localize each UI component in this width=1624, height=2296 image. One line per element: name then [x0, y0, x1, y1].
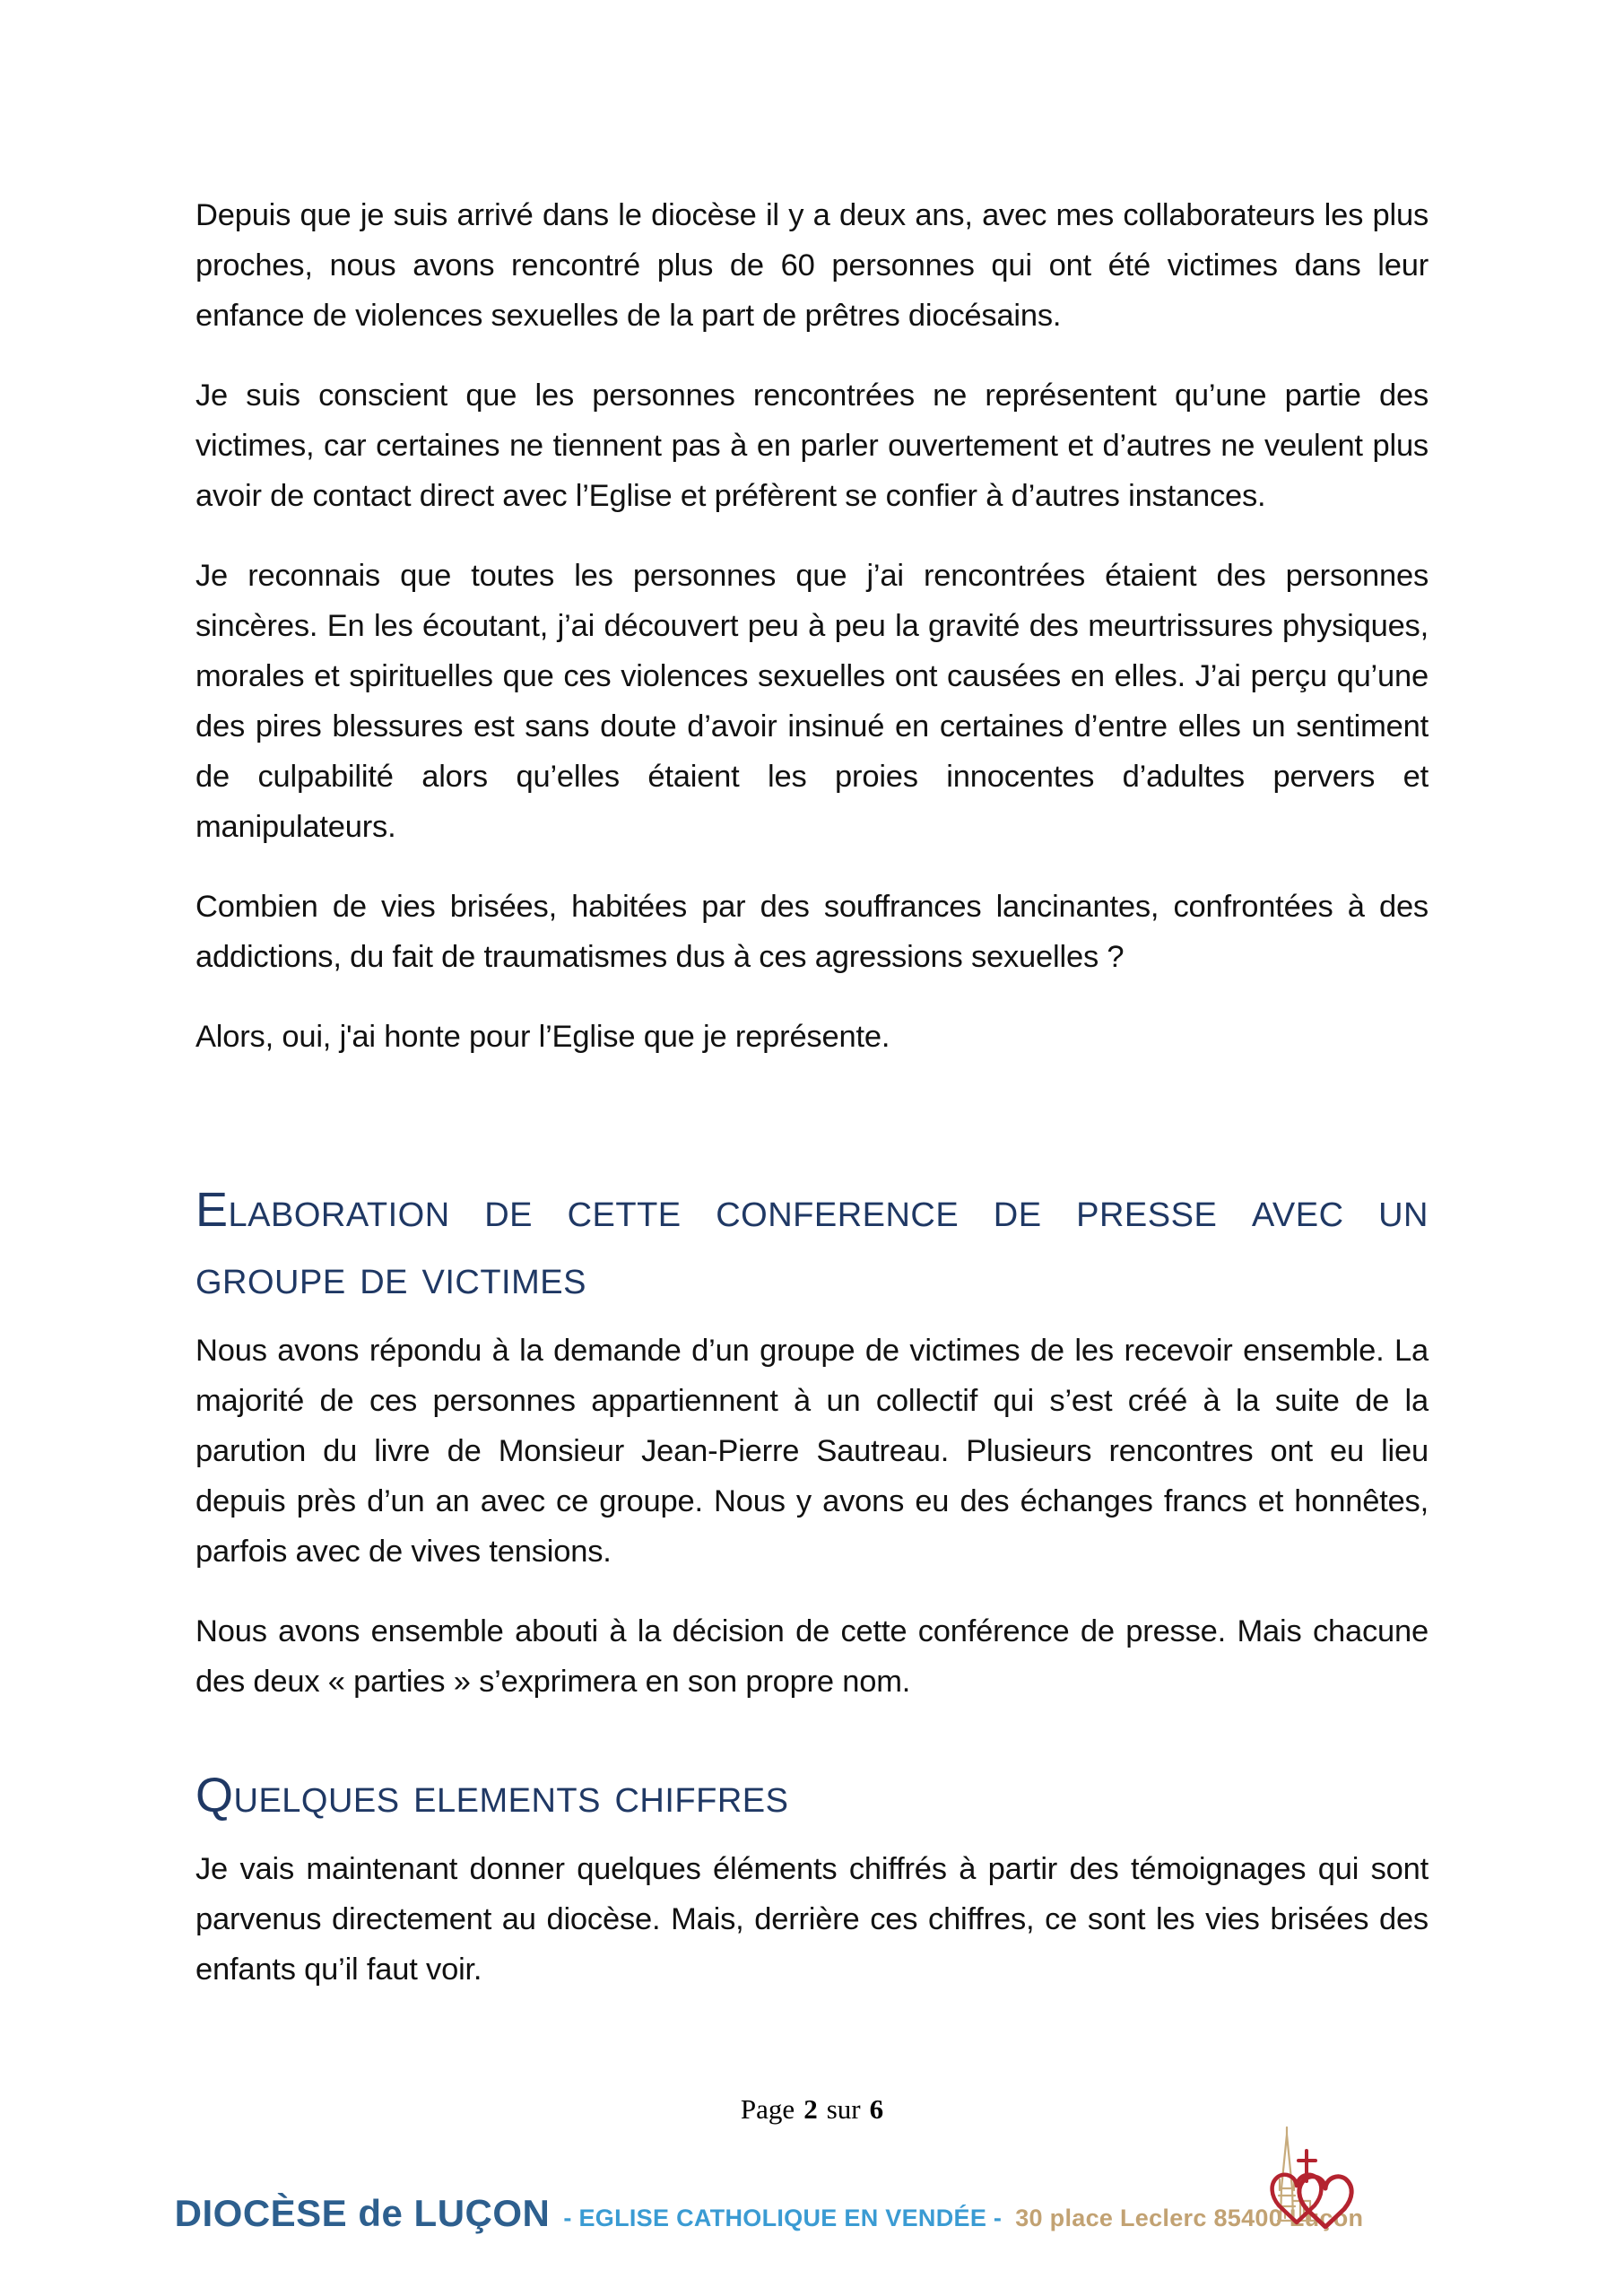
paragraph: Je reconnais que toutes les personnes que j’ai rencontrées étaient des personnes sincères. En les écoutant, j’ai découvert peu à peu la gravité des meurtrissures physiques, morales et spirituelles que ces violences sexuelles ont causées en elles. J’ai perçu qu’une des pires blessures est sans doute d’avoir insinué en certaines d’entre elles un sentiment de culpabilité alors qu’elles étaient les proies innocentes d’adultes pervers et manipulateurs.	[195, 559, 1429, 844]
brand-name: DIOCÈSE de LUÇON	[174, 2192, 551, 2234]
page-word: Page	[740, 2093, 795, 2125]
page-total: 6	[869, 2093, 884, 2125]
brand-address: 30 place Leclerc 85400 Luçon	[1015, 2205, 1364, 2231]
document-body	[195, 190, 1429, 2024]
sur-word: sur	[826, 2093, 861, 2125]
page-current: 2	[803, 2093, 818, 2125]
brand-tagline: - EGLISE CATHOLIQUE EN VENDÉE -	[563, 2205, 1003, 2231]
paragraph: Depuis que je suis arrivé dans le diocèse il y a deux ans, avec mes collaborateurs les plus proches, nous avons rencontré plus de 60 personnes qui ont été victimes dans leur enfance de violences sexuelles de la part de prêtres diocésains.	[195, 198, 1429, 333]
paragraph: Nous avons ensemble abouti à la décision de cette conférence de presse. Mais chacune des deux « parties » s’exprimera en son propre nom.	[195, 1614, 1429, 1699]
paragraph: Alors, oui, j'ai honte pour l’Eglise que je représente.	[195, 1020, 890, 1054]
brand-footer	[0, 2192, 1624, 2235]
hearts-icon	[1272, 2175, 1352, 2227]
section-heading-chiffres: Quelques elements chiffres	[195, 1769, 789, 1822]
paragraph: Je suis conscient que les personnes rencontrées ne représentent qu’une partie des victimes, car certaines ne tiennent pas à en parler ouvertement et d’autres ne veulent plus avoir de contact direct avec l’Eglise et préfèrent se confier à d’autres instances.	[195, 378, 1429, 513]
paragraph: Je vais maintenant donner quelques éléments chiffrés à partir des témoignages qui sont parvenus directement au diocèse. Mais, derrière ces chiffres, ce sont les vies brisées des enfants qu’il faut voir.	[195, 1852, 1429, 1987]
diocese-logo-icon	[1251, 2124, 1368, 2294]
paragraph: Combien de vies brisées, habitées par des souffrances lancinantes, confrontées à des addictions, du fait de traumatismes dus à ces agressions sexuelles ?	[195, 890, 1429, 974]
section-heading-elaboration: Elaboration de cette conference de presse avec un groupe de victimes	[195, 1183, 1429, 1304]
page-number	[0, 2093, 1624, 2126]
paragraph: Nous avons répondu à la demande d’un groupe de victimes de les recevoir ensemble. La majorité de ces personnes appartiennent à un collectif qui s’est créé à la suite de la parution du livre de Monsieur Jean-Pierre Sautreau. Plusieurs rencontres ont eu lieu depuis près d’un an avec ce groupe. Nous y avons eu des échanges francs et honnêtes, parfois avec de vives tensions.	[195, 1334, 1429, 1569]
